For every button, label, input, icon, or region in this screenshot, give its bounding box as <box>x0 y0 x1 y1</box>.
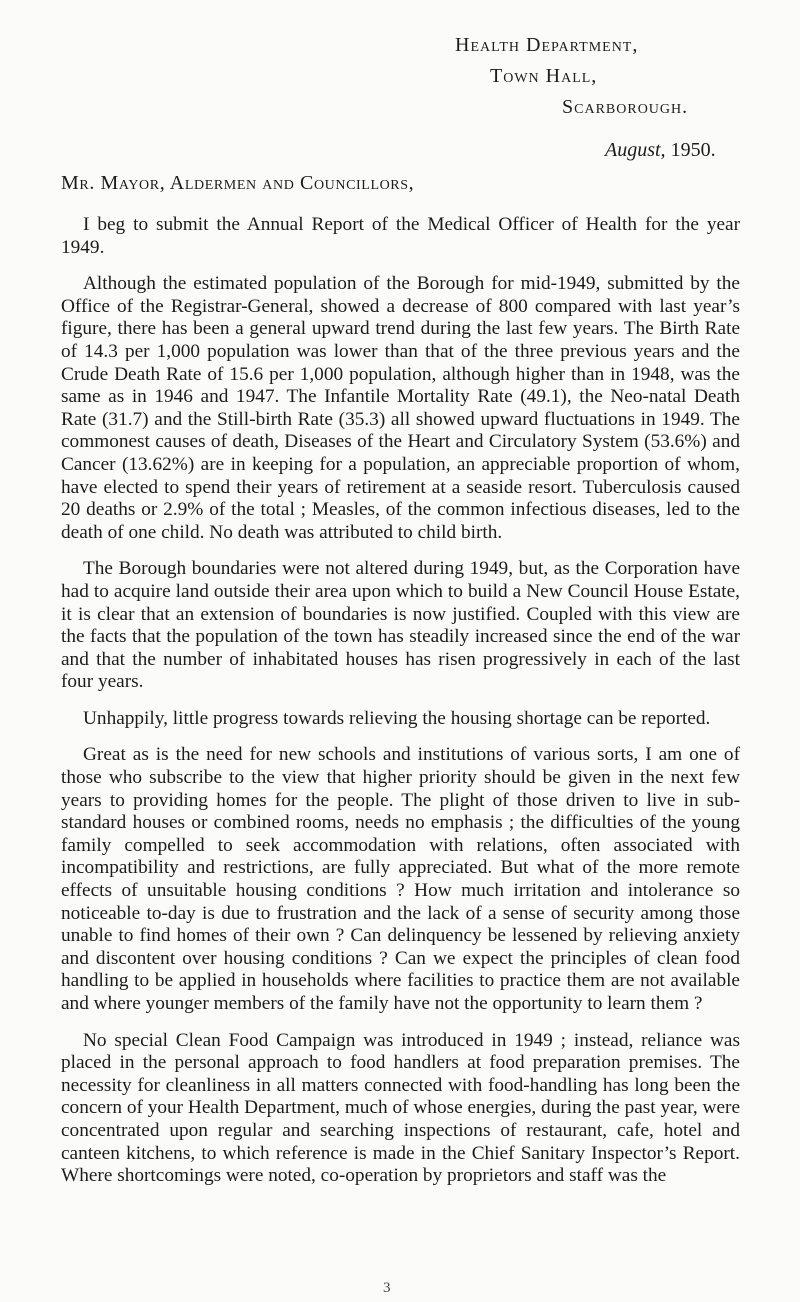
sender-address <box>455 30 716 166</box>
paragraph: Although the estimated population of the Borough for mid-1949, submitted by the Office of the Registrar-General, showed a decrease of 800 compared with last year’s figure, there has been a general upward trend during the last few years. The Birth Rate of 14.3 per 1,000 population was lower than that of the three previous years and the Crude Death Rate of 15.6 per 1,000 population, although higher than in 1948, was the same as in 1946 and 1947. The Infantile Mortality Rate (49.1), the Neo-natal Death Rate (31.7) and the Still-birth Rate (35.3) all showed upward fluctuations in 1949. The commonest causes of death, Diseases of the Heart and Circulatory System (53.6%) and Cancer (13.62%) are in keeping for a population, an appreciable proportion of whom, have elected to spend their years of retirement at a seaside resort. Tuberculosis caused 20 deaths or 2.9% of the total ; Measles, of the common infectious diseases, led to the death of one child. No death was attributed to child birth. <box>61 273 740 543</box>
paragraph: No special Clean Food Campaign was introduced in 1949 ; instead, reliance was placed in the personal approach to food handlers at food preparation premises. The necessity for cleanliness in all matters connected with food-handling has long been the concern of your Health Department, much of whose energies, during the past year, were concentrated upon regular and searching inspections of restaurant, cafe, hotel and canteen kitchens, to which reference is made in the Chief Sanitary Inspector’s Report. Where shortcomings were noted, co-operation by proprietors and staff was the <box>61 1029 740 1187</box>
paragraph: Unhappily, little progress towards relieving the housing shortage can be reported. <box>83 707 711 729</box>
date-year: 1950. <box>670 139 716 161</box>
letter-date <box>605 135 716 166</box>
date-month: August, <box>605 139 666 161</box>
address-line-town-hall: Town Hall, <box>490 65 598 87</box>
paragraph: I beg to submit the Annual Report of the Medical Officer of Health for the year 1949. <box>61 214 740 258</box>
paragraph: The Borough boundaries were not altered during 1949, but, as the Corporation have had to acquire land outside their area upon which to build a New Council House Estate, it is clear that an extension of boundaries is now justified. Coupled with this view are the facts that the population of the town has steadily increased since the end of the war and that the number of inhabitated houses has risen progressively in each of the last four years. <box>61 558 740 693</box>
address-line-department: Health Department, <box>455 34 639 56</box>
report-body <box>61 214 740 1202</box>
paragraph: Great as is the need for new schools and institutions of various sorts, I am one of those who subscribe to the view that higher priority should be given in the next few years to providing homes for the people. The plight of those driven to live in sub-standard houses or combined rooms, needs no emphasis ; the difficulties of the young family compelled to seek accommodation with relations, often associated with incompatibility and restrictions, are fully appreciated. But what of the more remote effects of unsuitable housing conditions ? How much irritation and intolerance so noticeable to-day is due to frustration and the lack of a sense of security among those unable to find homes of their own ? Can delinquency be lessened by relieving anxiety and discontent over housing conditions ? Can we expect the principles of clean food handling to be applied in households where facilities to practice them are not available and where younger members of the family have not the opportunity to learn them ? <box>61 744 740 1014</box>
address-line-town: Scarborough. <box>562 96 689 118</box>
salutation: Mr. Mayor, Aldermen and Councillors, <box>61 172 415 194</box>
page-number: 3 <box>383 1280 391 1296</box>
